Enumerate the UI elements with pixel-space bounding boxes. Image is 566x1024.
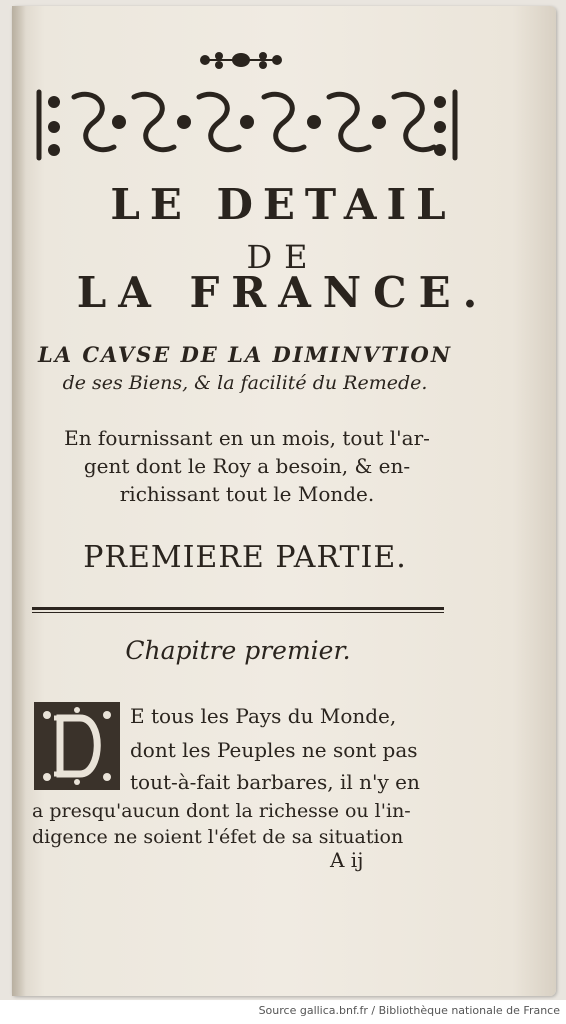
chapter-heading: Chapitre premier. (125, 636, 351, 665)
title-line-1: LE DETAIL (110, 180, 456, 229)
decorative-headpiece-icon (34, 82, 460, 168)
body-line-1: E tous les Pays du Monde, (130, 704, 397, 728)
floral-ornament-icon (195, 46, 287, 74)
description-line-3: richissant tout le Monde. (119, 482, 375, 506)
description-line-1: En fournissant en un mois, tout l'ar- (64, 426, 430, 450)
body-line-3: tout-à-fait barbares, il n'y en (130, 770, 420, 794)
source-credit: Source gallica.bnf.fr / Bibliothèque nationale de France (258, 1004, 560, 1017)
divider-rule-thin (32, 612, 444, 613)
body-line-4: a presqu'aucun dont la richesse ou l'in- (32, 800, 411, 822)
historiated-initial-d-icon (32, 700, 122, 792)
description (32, 424, 462, 508)
part-heading: PREMIERE PARTIE. (83, 540, 407, 575)
title-line-2: DE (246, 238, 320, 276)
signature-mark: A ij (330, 848, 364, 872)
subtitle-line-1: LA CAVSE DE LA DIMINVTION (37, 342, 453, 367)
body-line-5: digence ne soient l'éfet de sa situation (32, 826, 404, 848)
description-line-2: gent dont le Roy a besoin, & en- (83, 454, 411, 478)
page-binding-shadow (12, 6, 26, 996)
subtitle-line-2: de ses Biens, & la facilité du Remede. (62, 372, 428, 394)
title-line-3: LA FRANCE. (76, 268, 490, 317)
body-line-2: dont les Peuples ne sont pas (130, 738, 418, 762)
divider-rule (32, 607, 444, 610)
